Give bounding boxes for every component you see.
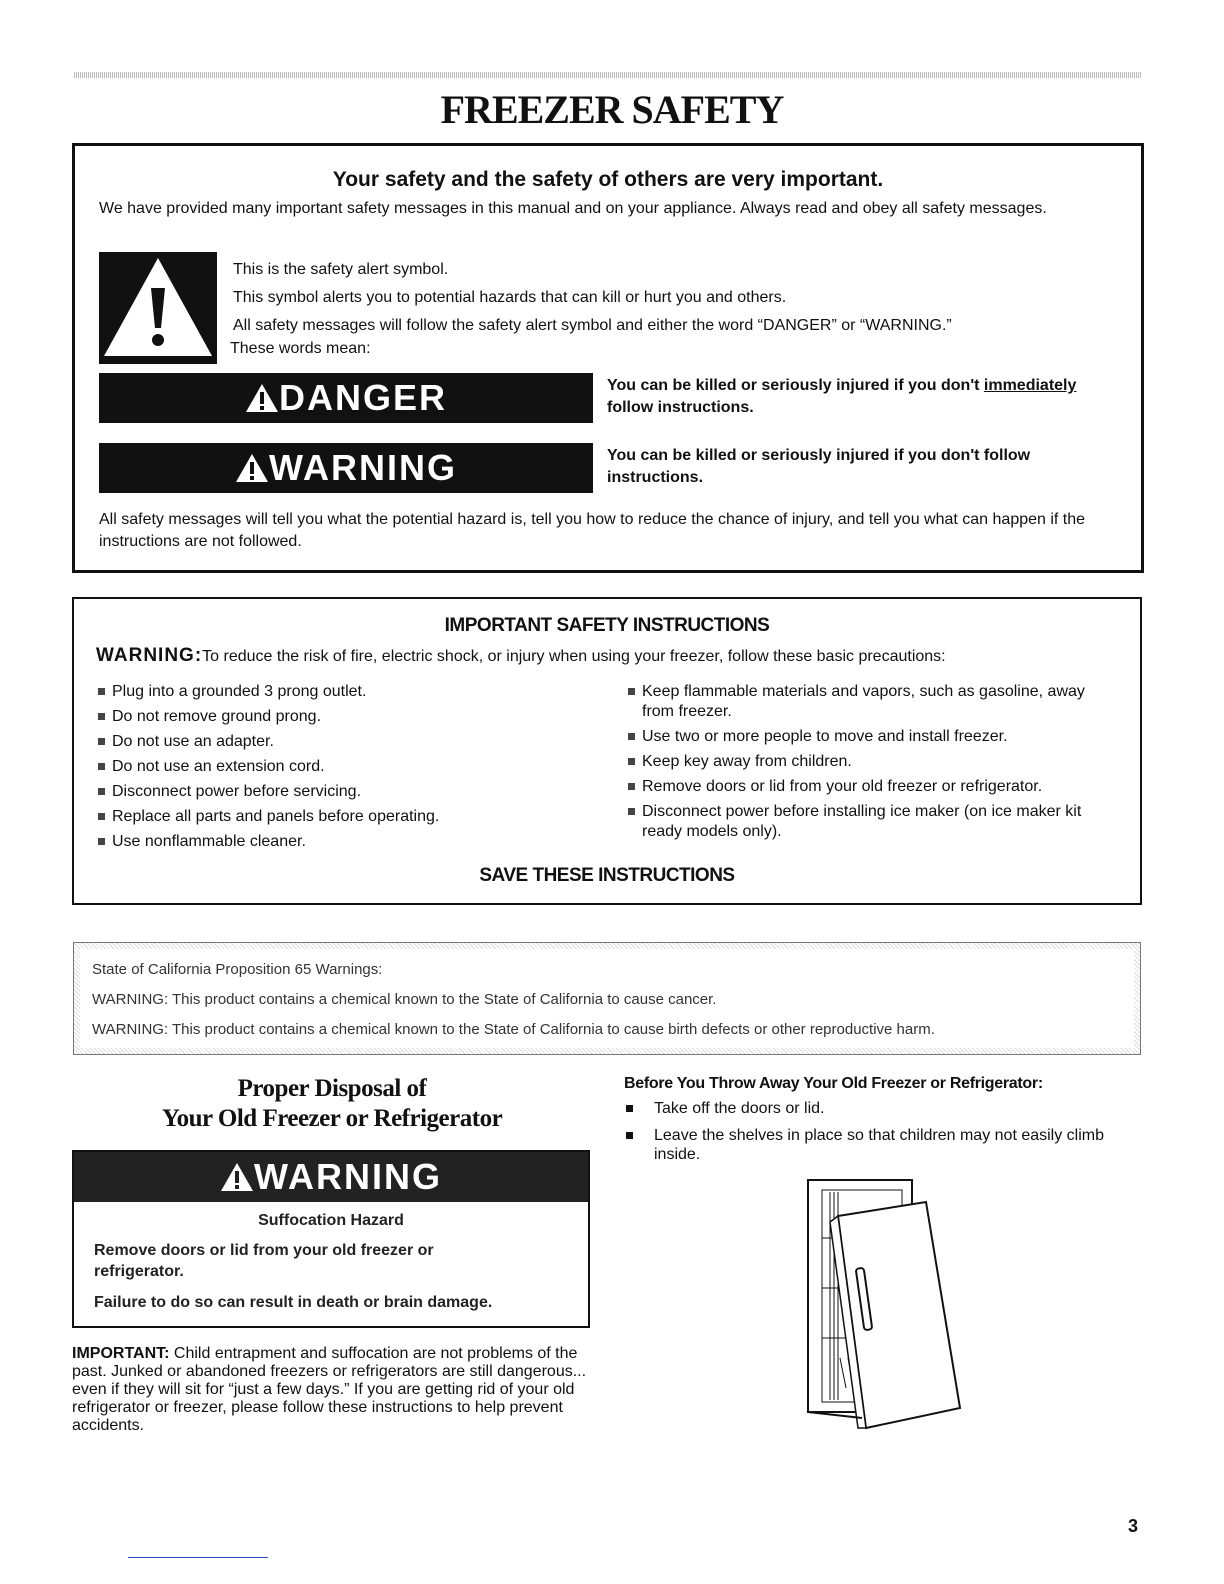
symbol-line: All safety messages will follow the safety alert symbol and either the word “DANGER” or “WARNING.” [233,317,952,334]
prop65-box [73,942,1141,1055]
important-paragraph [72,1345,592,1435]
list-item: Do not use an extension cord. [96,757,596,777]
hazard-consequence: Failure to do so can result in death or brain damage. [94,1294,493,1311]
danger-text-b: follow instructions. [607,399,754,416]
disposal-title-line2: Your Old Freezer or Refrigerator [161,1105,503,1132]
before-throw-heading: Before You Throw Away Your Old Freezer or Refrigerator: [624,1075,1043,1092]
list-item: Take off the doors or lid. [624,1099,1124,1118]
save-instructions: SAVE THESE INSTRUCTIONS [479,865,735,886]
list-item: Remove doors or lid from your old freezer or refrigerator. [626,777,1106,797]
list-item: Do not use an adapter. [96,732,596,752]
list-item: Use two or more people to move and install freezer. [626,727,1106,747]
hazard-title: Suffocation Hazard [258,1212,404,1229]
important-label: IMPORTANT: [72,1345,170,1362]
symbol-line: These words mean: [230,340,371,357]
prop65-line: State of California Proposition 65 Warnings: [92,961,383,978]
list-item: Plug into a grounded 3 prong outlet. [96,682,596,702]
prop65-inner [80,949,1134,1048]
instructions-heading: IMPORTANT SAFETY INSTRUCTIONS [444,615,770,636]
symbol-line: This symbol alerts you to potential hazards that can kill or hurt you and others. [233,289,787,306]
danger-label: DANGER [278,377,447,418]
list-item: Disconnect power before installing ice maker (on ice maker kit ready models only). [626,802,1106,842]
danger-text-emph: immediately [983,377,1077,394]
symbol-line: This is the safety alert symbol. [233,261,449,278]
list-item: Keep flammable materials and vapors, such as gasoline, away from freezer. [626,682,1106,722]
important-text: Child entrapment and suffocation are not problems of the past. Junked or abandoned freezers or refrigerators are still dangerous... even if they will sit for “just a few days.” If you are getting rid of your old refrigerator or freezer, please follow these instructions to help prevent accidents. [72,1345,587,1434]
list-item: Disconnect power before servicing. [96,782,596,802]
freezer-illustration [800,1178,970,1439]
safety-alert-icon [99,252,217,364]
right-precautions [626,682,1106,842]
top-rule [74,72,1142,78]
prop65-line: WARNING: This product contains a chemical known to the State of California to cause cancer. [92,991,717,1008]
instructions-warning [96,645,946,667]
danger-signal-bar [99,373,593,423]
list-item: Keep key away from children. [626,752,1106,772]
prop65-line: WARNING: This product contains a chemical known to the State of California to cause birth defects or other reproductive harm. [92,1021,935,1038]
disposal-title-line1: Proper Disposal of [237,1075,427,1102]
left-precautions [96,682,596,857]
warning-alert-icon [220,1162,254,1192]
list-item: Replace all parts and panels before operating. [96,807,596,827]
warning-alert-icon [235,453,269,483]
disposal-title [72,1074,592,1134]
danger-text-a: You can be killed or seriously injured if you don't [607,377,984,394]
safety-heading: Your safety and the safety of others are very important. [332,168,884,191]
list-item: Do not remove ground prong. [96,707,596,727]
hazard-instruction: Remove doors or lid from your old freezer or refrigerator. [94,1242,434,1280]
warning-word: WARNING: [96,645,203,666]
warning-label: WARNING [269,447,457,488]
footer-rule [128,1557,268,1558]
list-item: Use nonflammable cleaner. [96,832,596,852]
page-title: FREEZER SAFETY [440,87,784,132]
important-instructions-box [72,597,1142,905]
before-throw-list [624,1099,1124,1164]
warning-text: You can be killed or seriously injured if you don't follow instructions. [607,447,1031,486]
warning-signal-bar [74,1152,588,1202]
warning-text: To reduce the risk of fire, electric shock, or injury when using your freezer, follow these basic precautions: [202,648,946,665]
suffocation-warning-box [72,1150,590,1328]
safety-intro-box [72,143,1144,573]
page-number: 3 [1128,1516,1139,1536]
danger-alert-icon [245,383,279,413]
warning-signal-bar [99,443,593,493]
safety-footer: All safety messages will tell you what the potential hazard is, tell you how to reduce the chance of injury, and tell you what can happen if the instructions are not followed. [99,511,1086,550]
danger-text [607,375,1137,419]
warning-label: WARNING [254,1156,442,1197]
list-item: Leave the shelves in place so that children may not easily climb inside. [624,1126,1124,1164]
safety-intro: We have provided many important safety messages in this manual and on your appliance. Always read and obey all safety messages. [99,200,1047,217]
